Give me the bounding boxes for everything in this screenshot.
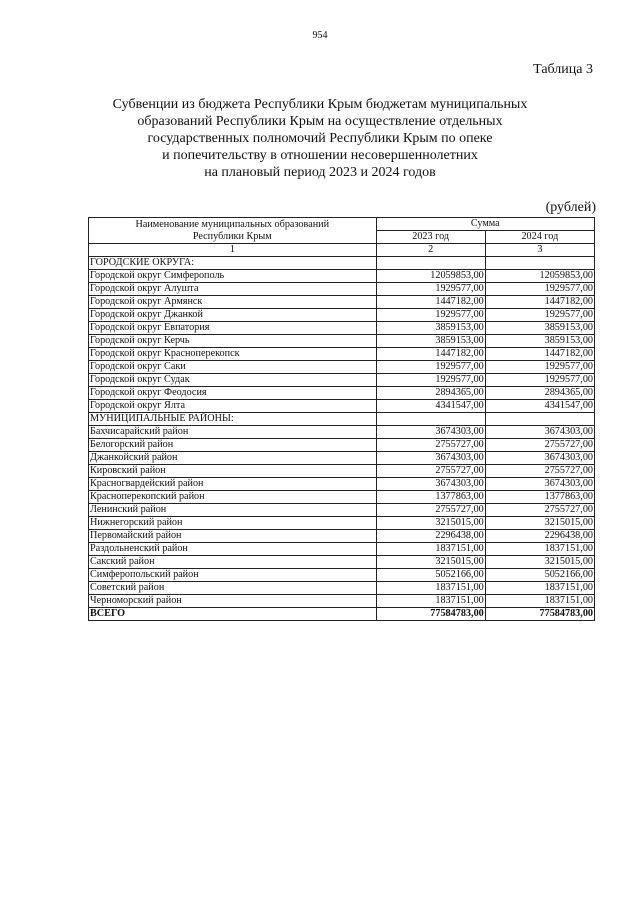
header-year-2024: 2024 год: [485, 231, 594, 244]
amount-2024: 4341547,00: [485, 400, 594, 413]
table-body: [89, 257, 595, 621]
amount-2023: 1929577,00: [376, 283, 485, 296]
table-row: [89, 530, 595, 543]
header-name-line: Республики Крым: [192, 230, 272, 242]
amount-2024: 2755727,00: [485, 439, 594, 452]
table-row: [89, 309, 595, 322]
municipality-name: ВСЕГО: [89, 608, 377, 621]
header-sum: Сумма: [376, 218, 594, 231]
table-row: [89, 465, 595, 478]
amount-2023: 3674303,00: [376, 426, 485, 439]
municipality-name: Черноморский район: [89, 595, 377, 608]
amount-2023: 3674303,00: [376, 452, 485, 465]
municipality-name: Бахчисарайский район: [89, 426, 377, 439]
municipality-name: Городской округ Алушта: [89, 283, 377, 296]
municipality-name: Сакский район: [89, 556, 377, 569]
municipality-name: Первомайский район: [89, 530, 377, 543]
amount-2024: 3859153,00: [485, 322, 594, 335]
table-row: [89, 387, 595, 400]
amount-2024: 2296438,00: [485, 530, 594, 543]
amount-2023: 1837151,00: [376, 595, 485, 608]
title-line: и попечительству в отношении несовершеннолетних: [162, 148, 478, 163]
amount-2024: 3674303,00: [485, 478, 594, 491]
amount-2023: 2755727,00: [376, 504, 485, 517]
amount-2023: 1929577,00: [376, 374, 485, 387]
amount-2023: 1447182,00: [376, 296, 485, 309]
total-row: [89, 608, 595, 621]
table-row: [89, 491, 595, 504]
municipality-name: Ленинский район: [89, 504, 377, 517]
municipality-name: Красногвардейский район: [89, 478, 377, 491]
amount-2024: 1929577,00: [485, 309, 594, 322]
amount-2024: 1447182,00: [485, 296, 594, 309]
units-label: (рублей): [545, 200, 596, 215]
amount-2024: 1837151,00: [485, 595, 594, 608]
subvention-table: [88, 217, 595, 621]
amount-2023: 1837151,00: [376, 543, 485, 556]
table-row: [89, 582, 595, 595]
amount-2023: 1837151,00: [376, 582, 485, 595]
amount-2023: 77584783,00: [376, 608, 485, 621]
table-row: [89, 478, 595, 491]
municipality-name: Джанкойский район: [89, 452, 377, 465]
amount-2023: 2296438,00: [376, 530, 485, 543]
municipality-name: Нижнегорский район: [89, 517, 377, 530]
table-row: [89, 400, 595, 413]
municipality-name: Симферопольский район: [89, 569, 377, 582]
section-heading: ГОРОДСКИЕ ОКРУГА:: [89, 257, 377, 270]
column-number: 2: [376, 244, 485, 257]
amount-2024: 3215015,00: [485, 517, 594, 530]
municipality-name: Городской округ Саки: [89, 361, 377, 374]
section-row: [89, 413, 595, 426]
amount-2024: 1377863,00: [485, 491, 594, 504]
document-title: [80, 96, 560, 181]
municipality-name: Городской округ Джанкой: [89, 309, 377, 322]
amount-2024: 2755727,00: [485, 504, 594, 517]
amount-2024: 1447182,00: [485, 348, 594, 361]
municipality-name: Городской округ Ялта: [89, 400, 377, 413]
municipality-name: Городской округ Феодосия: [89, 387, 377, 400]
amount-2023: 3215015,00: [376, 517, 485, 530]
title-line: Субвенции из бюджета Республики Крым бюджетам муниципальных: [112, 97, 528, 112]
table-row: [89, 335, 595, 348]
municipality-name: Городской округ Симферополь: [89, 270, 377, 283]
amount-2023: 1929577,00: [376, 309, 485, 322]
section-row: [89, 257, 595, 270]
table-row: [89, 569, 595, 582]
table-row: [89, 556, 595, 569]
column-number: 1: [89, 244, 377, 257]
amount-2024: 12059853,00: [485, 270, 594, 283]
amount-2024: 1837151,00: [485, 582, 594, 595]
amount-2023: 5052166,00: [376, 569, 485, 582]
municipality-name: Белогорский район: [89, 439, 377, 452]
amount-2024: 5052166,00: [485, 569, 594, 582]
amount-2023: 2755727,00: [376, 465, 485, 478]
table-row: [89, 452, 595, 465]
table-header: [89, 218, 595, 257]
municipality-name: Раздольненский район: [89, 543, 377, 556]
title-line: государственных полномочий Республики Крым по опеке: [147, 131, 493, 146]
header-name-line: Наименование муниципальных образований: [135, 218, 330, 230]
amount-2023: 2755727,00: [376, 439, 485, 452]
section-empty-cell: [485, 413, 594, 426]
municipality-name: Кировский район: [89, 465, 377, 478]
amount-2024: 3215015,00: [485, 556, 594, 569]
amount-2023: 1447182,00: [376, 348, 485, 361]
header-year-2023: 2023 год: [376, 231, 485, 244]
table-label: Таблица 3: [533, 62, 593, 77]
amount-2023: 12059853,00: [376, 270, 485, 283]
amount-2024: 3859153,00: [485, 335, 594, 348]
municipality-name: Городской округ Армянск: [89, 296, 377, 309]
page-number: 954: [312, 30, 328, 41]
amount-2023: 3859153,00: [376, 335, 485, 348]
municipality-name: Красноперекопский район: [89, 491, 377, 504]
table-row: [89, 543, 595, 556]
amount-2024: 3674303,00: [485, 426, 594, 439]
amount-2023: 3859153,00: [376, 322, 485, 335]
amount-2024: 1929577,00: [485, 283, 594, 296]
amount-2023: 4341547,00: [376, 400, 485, 413]
table-row: [89, 283, 595, 296]
table-row: [89, 270, 595, 283]
title-line: образований Республики Крым на осуществление отдельных: [137, 114, 503, 129]
amount-2023: 1377863,00: [376, 491, 485, 504]
municipality-name: Городской округ Керчь: [89, 335, 377, 348]
amount-2023: 3674303,00: [376, 478, 485, 491]
municipality-name: Городской округ Евпатория: [89, 322, 377, 335]
table-row: [89, 595, 595, 608]
section-empty-cell: [485, 257, 594, 270]
amount-2024: 1929577,00: [485, 374, 594, 387]
amount-2023: 1929577,00: [376, 361, 485, 374]
amount-2024: 2755727,00: [485, 465, 594, 478]
amount-2023: 2894365,00: [376, 387, 485, 400]
table-row: [89, 426, 595, 439]
table-row: [89, 504, 595, 517]
table-row: [89, 374, 595, 387]
table-row: [89, 348, 595, 361]
section-heading: МУНИЦИПАЛЬНЫЕ РАЙОНЫ:: [89, 413, 377, 426]
amount-2024: 77584783,00: [485, 608, 594, 621]
table-row: [89, 439, 595, 452]
municipality-name: Городской округ Красноперекопск: [89, 348, 377, 361]
amount-2024: 1837151,00: [485, 543, 594, 556]
amount-2024: 2894365,00: [485, 387, 594, 400]
amount-2024: 3674303,00: [485, 452, 594, 465]
amount-2023: 3215015,00: [376, 556, 485, 569]
municipality-name: Советский район: [89, 582, 377, 595]
table-row: [89, 361, 595, 374]
column-number: 3: [485, 244, 594, 257]
table-row: [89, 322, 595, 335]
municipality-name: Городской округ Судак: [89, 374, 377, 387]
amount-2024: 1929577,00: [485, 361, 594, 374]
section-empty-cell: [376, 257, 485, 270]
table-row: [89, 517, 595, 530]
table-row: [89, 296, 595, 309]
section-empty-cell: [376, 413, 485, 426]
header-name-column: [89, 218, 377, 244]
title-line: на плановый период 2023 и 2024 годов: [204, 165, 436, 180]
